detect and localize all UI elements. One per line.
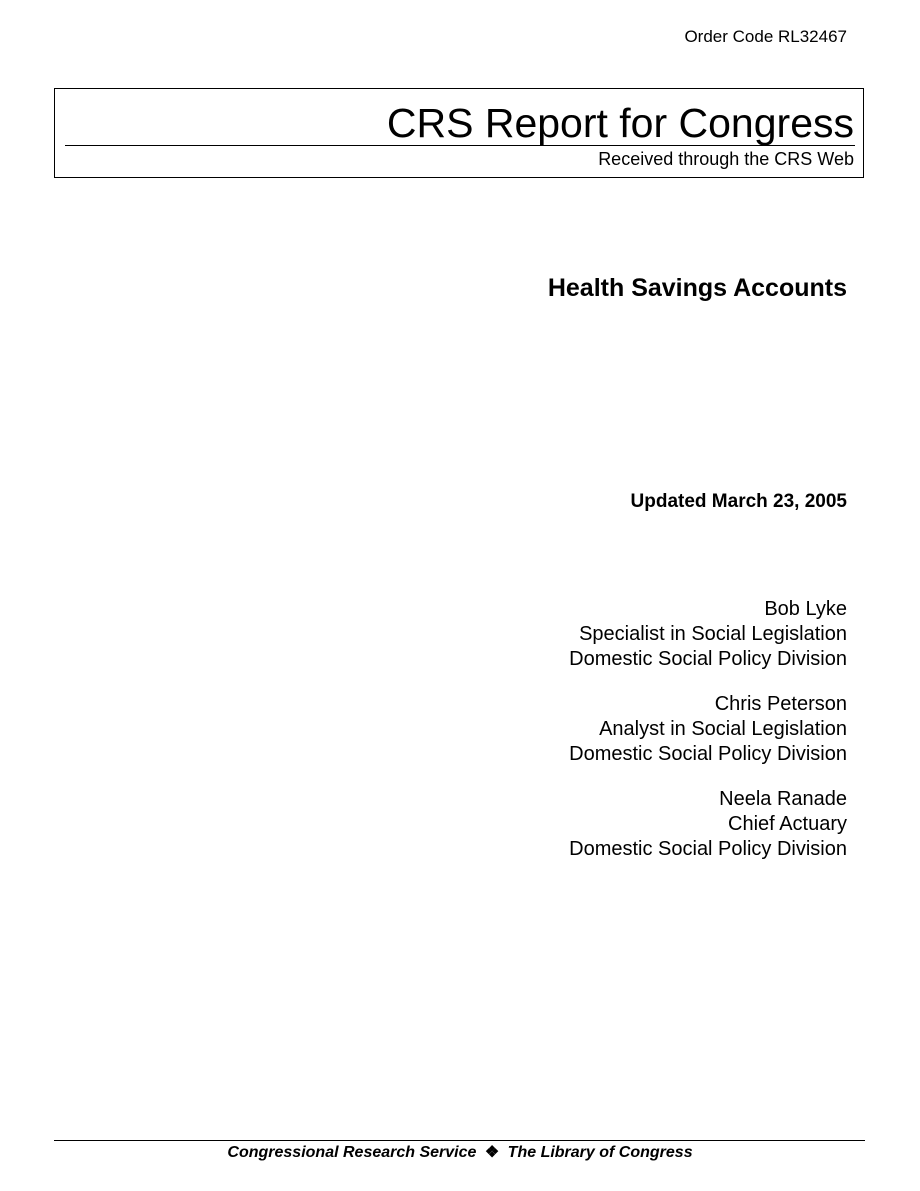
footer [0,1143,920,1163]
author-position: Specialist in Social Legislation [579,623,847,645]
footer-library: The Library of Congress [507,1144,693,1161]
author-division: Domestic Social Policy Division [569,648,847,670]
author-position: Analyst in Social Legislation [599,718,847,740]
footer-publisher: Congressional Research Service [227,1144,477,1161]
author-position: Chief Actuary [728,813,847,835]
author-block [569,692,847,767]
author-division: Domestic Social Policy Division [569,838,847,860]
author-name: Chris Peterson [714,693,847,715]
banner-title: CRS Report for Congress [386,100,854,146]
banner-subtitle: Received through the CRS Web [598,149,854,169]
author-division: Domestic Social Policy Division [569,743,847,765]
footer-separator-icon: ❖ [484,1144,500,1161]
document-title: Health Savings Accounts [547,274,847,302]
footer-divider [54,1140,865,1141]
author-block [569,787,847,862]
author-list [569,597,847,882]
report-banner [54,88,864,178]
author-name: Bob Lyke [764,598,847,620]
author-name: Neela Ranade [719,788,847,810]
order-code: Order Code RL32467 [684,27,847,46]
banner-divider [65,145,855,146]
author-block [569,597,847,672]
updated-date: Updated March 23, 2005 [630,491,847,512]
